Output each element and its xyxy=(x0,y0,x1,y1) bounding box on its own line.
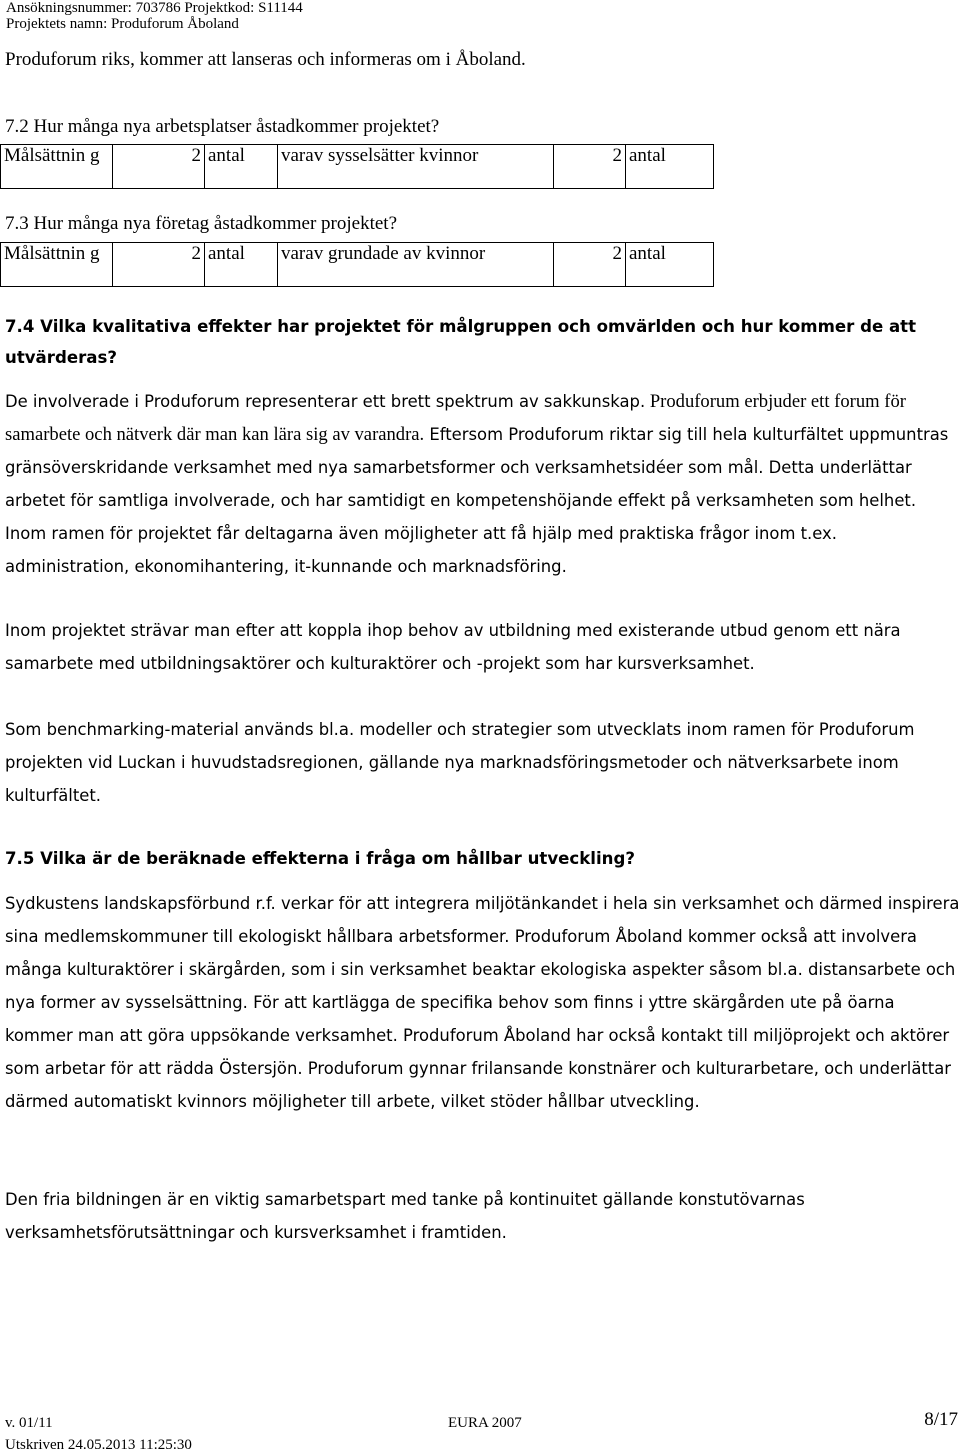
q74-paragraph-1 xyxy=(5,385,960,583)
header-project-name: Projektets namn: Produforum Åboland xyxy=(6,16,239,32)
q75-heading: 7.5 Vilka är de beräknade effekterna i fråga om hållbar utveckling? xyxy=(5,849,635,868)
footer-page-number: 8/17 xyxy=(924,1409,958,1430)
footer-program: EURA 2007 xyxy=(448,1415,522,1431)
q74-paragraph-2: Inom projektet strävar man efter att koppla ihop behov av utbildning med existerande utbud genom ett nära samarbete med utbildningsaktörer och kulturaktörer och -projekt som har kursverksamhet. xyxy=(5,621,901,673)
women-label: varav sysselsätter kvinnor xyxy=(278,145,554,189)
goal-unit: antal xyxy=(205,145,278,189)
women-unit: antal xyxy=(626,243,714,287)
footer-version: v. 01/11 xyxy=(5,1415,53,1431)
q74-heading-line2: utvärderas? xyxy=(5,348,117,367)
women-value: 2 xyxy=(554,243,626,287)
goal-label: Målsättnin g xyxy=(1,145,113,189)
q72-goal-table xyxy=(0,144,714,189)
goal-value: 2 xyxy=(113,243,205,287)
q74-paragraph-3: Som benchmarking-material används bl.a. modeller och strategier som utvecklats inom ramen för Produforum projekten vid Luckan i huvudstadsregionen, gällande nya marknadsföringsmetoder och nätverksarbete inom kulturfältet. xyxy=(5,720,915,805)
q73-heading: 7.3 Hur många nya företag åstadkommer projektet? xyxy=(5,213,397,234)
q74-paragraph-1-sans: De involverade i Produforum representerar ett brett spektrum av sakkunskap. xyxy=(5,392,646,411)
goal-unit: antal xyxy=(205,243,278,287)
intro-line: Produforum riks, kommer att lanseras och informeras om i Åboland. xyxy=(5,49,526,70)
header-application-number: Ansökningsnummer: 703786 Projektkod: S11144 xyxy=(6,0,303,16)
q75-paragraph-1: Sydkustens landskapsförbund r.f. verkar för att integrera miljötänkandet i hela sin verksamhet och därmed inspirera sina medlemskommuner till ekologiskt hållbara arbetsformer. Produforum Åboland kommer också att involvera många kulturaktörer i skärgården, som i sin verksamhet beaktar ekologiska aspekter såsom bl.a. distansarbete och nya former av sysselsättning. För att kartlägga de specifika behov som finns i yttre skärgården ute på öarna kommer man att göra uppsökande verksamhet. Produforum Åboland har också kontakt till miljöprojekt och aktörer som arbetar för att rädda Östersjön. Produforum gynnar frilansande konstnärer och kulturarbetare, och underlättar därmed automatiskt kvinnors möjligheter till arbete, vilket stöder hållbar utveckling. xyxy=(5,894,960,1111)
women-value: 2 xyxy=(554,145,626,189)
women-label: varav grundade av kvinnor xyxy=(278,243,554,287)
q75-paragraph-2: Den fria bildningen är en viktig samarbetspart med tanke på kontinuitet gällande konstutövarnas verksamhetsförutsättningar och kursverksamhet i framtiden. xyxy=(5,1190,805,1242)
goal-value: 2 xyxy=(113,145,205,189)
women-unit: antal xyxy=(626,145,714,189)
table-row xyxy=(1,145,714,189)
goal-label: Målsättnin g xyxy=(1,243,113,287)
footer-printed: Utskriven 24.05.2013 11:25:30 xyxy=(5,1437,192,1453)
table-row xyxy=(1,243,714,287)
q74-paragraph-1-serif-a: Produforum erbjuder ett forum för samarbete och nätverk där man kan lära sig av varandra. xyxy=(5,391,906,445)
q74-heading-line1: 7.4 Vilka kvalitativa effekter har projektet för målgruppen och omvärlden och hur kommer de att xyxy=(5,317,917,336)
q74-paragraph-1-serif-b: Eftersom Produforum riktar sig till hela kulturfältet uppmuntras gränsöverskridande verksamhet med nya samarbetsformer och verksamhetsidéer som mål. Detta underlättar arbetet för samtliga involverade, och har samtidigt en kompetenshöjande effekt på verksamheten som helhet. Inom ramen för projektet får deltagarna även möjligheter att få hjälp med praktiska frågor inom t.ex. administration, ekonomihantering, it-kunnande och marknadsföring. xyxy=(5,425,949,576)
q72-heading: 7.2 Hur många nya arbetsplatser åstadkommer projektet? xyxy=(5,116,440,137)
q73-goal-table xyxy=(0,242,714,287)
